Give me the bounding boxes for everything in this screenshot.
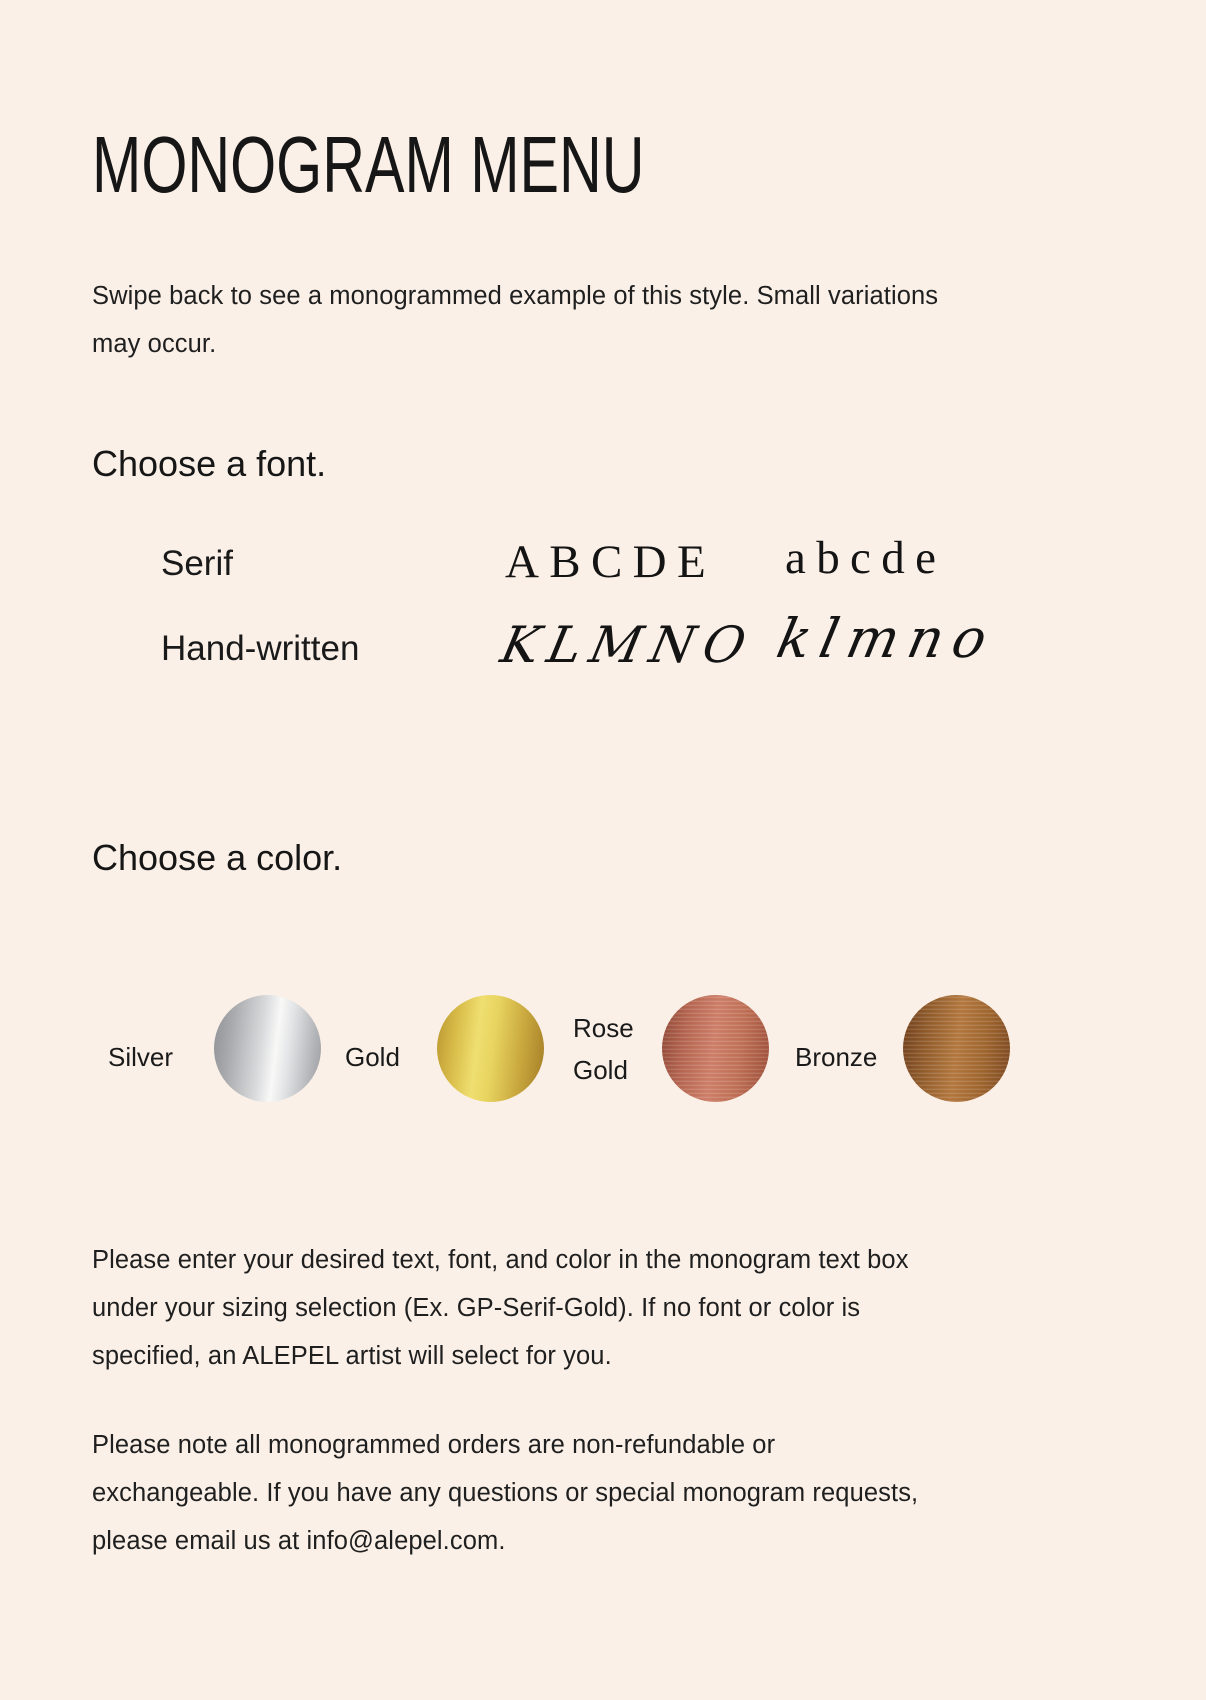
font-section-heading: Choose a font. bbox=[92, 443, 327, 484]
intro-paragraph bbox=[92, 272, 938, 368]
policy-line: please email us at info@alepel.com. bbox=[92, 1527, 506, 1555]
handwritten-uppercase-sample: KLMNO bbox=[496, 616, 760, 674]
intro-line: Swipe back to see a monogrammed example of this style. Small variations bbox=[92, 282, 939, 310]
policy-paragraph bbox=[92, 1421, 918, 1565]
color-section-heading: Choose a color. bbox=[92, 837, 343, 878]
silver-swatch bbox=[214, 995, 321, 1102]
color-option-label-gold: Gold bbox=[345, 1042, 400, 1072]
instructions-line: specified, an ALEPEL artist will select for you. bbox=[92, 1342, 612, 1370]
page-title: MONOGRAM MENU bbox=[92, 120, 645, 209]
color-option-label-rose-gold: Rose Gold bbox=[573, 1013, 634, 1085]
bronze-swatch bbox=[903, 995, 1010, 1102]
serif-uppercase-sample: ABCDE bbox=[505, 536, 716, 588]
color-option-label-silver: Silver bbox=[108, 1042, 174, 1072]
handwritten-lowercase-sample: klmno bbox=[771, 607, 1003, 670]
gold-swatch bbox=[437, 995, 544, 1102]
rose-gold-swatch bbox=[662, 995, 769, 1102]
font-option-label-handwritten: Hand-written bbox=[161, 629, 360, 668]
policy-line: Please note all monogrammed orders are non-refundable or bbox=[92, 1431, 776, 1459]
instructions-line: under your sizing selection (Ex. GP-Serif-Gold). If no font or color is bbox=[92, 1294, 861, 1322]
policy-line: exchangeable. If you have any questions or special monogram requests, bbox=[92, 1479, 919, 1507]
serif-lowercase-sample: abcde bbox=[785, 532, 947, 584]
instructions-line: Please enter your desired text, font, and color in the monogram text box bbox=[92, 1246, 909, 1274]
color-option-label-bronze: Bronze bbox=[795, 1042, 878, 1072]
instructions-paragraph bbox=[92, 1236, 909, 1380]
font-option-label-serif: Serif bbox=[161, 544, 233, 583]
intro-line: may occur. bbox=[92, 330, 217, 358]
